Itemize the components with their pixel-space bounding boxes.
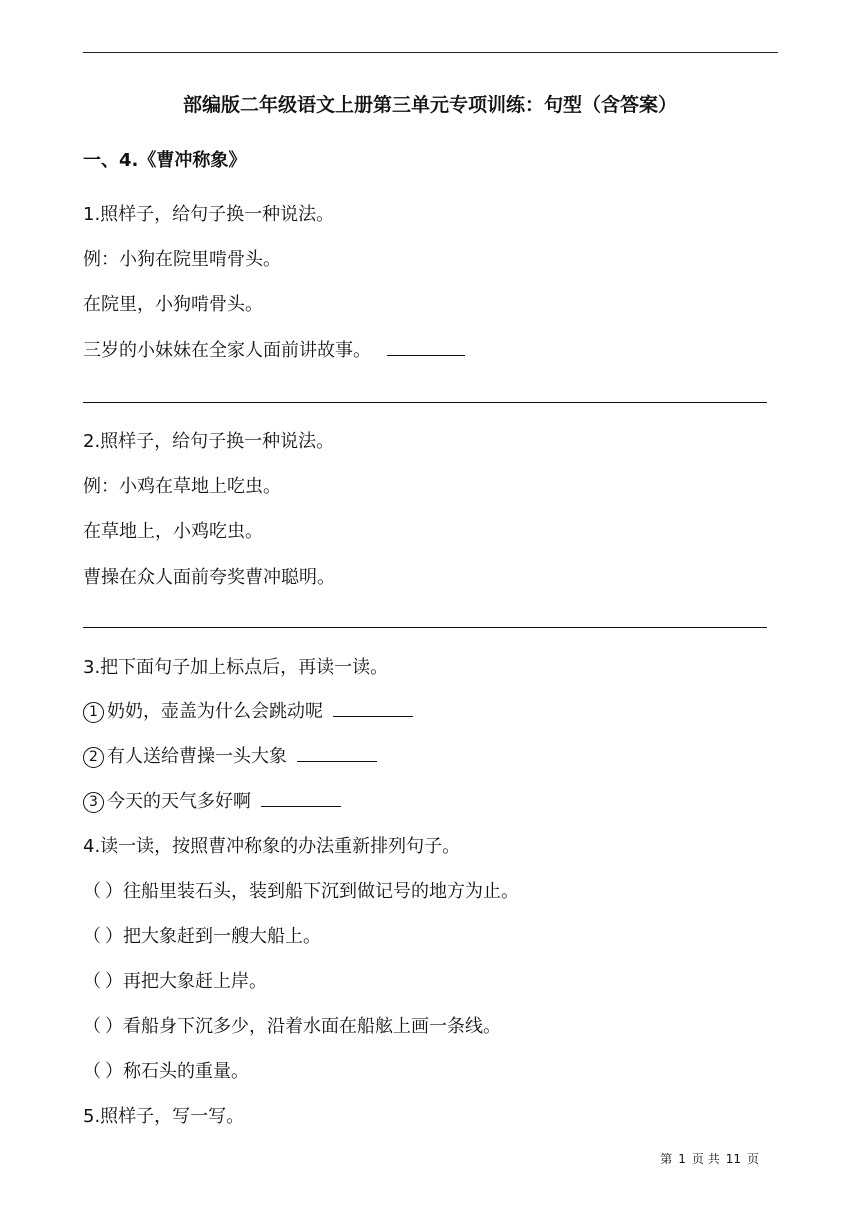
q3-item	[83, 697, 413, 723]
document-title: 部编版二年级语文上册第三单元专项训练：句型（含答案）	[182, 94, 677, 116]
q1-example: 例：小狗在院里啃骨头。	[83, 249, 281, 270]
q3-answer-blank[interactable]	[297, 743, 377, 762]
q1-answer-blank[interactable]	[387, 337, 465, 356]
q4-item	[83, 877, 519, 903]
page-footer: 第 1 页 共 11 页	[660, 1152, 759, 1166]
section-heading: 一、4.《曹冲称象》	[83, 150, 247, 171]
q2-example-answer: 在草地上，小鸡吃虫。	[83, 521, 263, 542]
q2-prompt: 2.照样子，给句子换一种说法。	[83, 431, 335, 452]
q3-item-text: 奶奶，壶盖为什么会跳动呢	[107, 701, 323, 722]
q4-item	[83, 967, 267, 993]
order-blank[interactable]: （ ）	[83, 926, 123, 947]
q2-task: 曹操在众人面前夸奖曹冲聪明。	[83, 567, 335, 588]
q4-item-text: 往船里装石头，装到船下沉到做记号的地方为止。	[123, 881, 519, 902]
q3-item-text: 今天的天气多好啊	[107, 791, 251, 812]
q4-item-text: 再把大象赶上岸。	[123, 971, 267, 992]
q3-item-text: 有人送给曹操一头大象	[107, 746, 287, 767]
order-blank[interactable]: （ ）	[83, 971, 123, 992]
circled-number: 3	[83, 792, 104, 813]
q3-prompt: 3.把下面句子加上标点后，再读一读。	[83, 657, 389, 678]
q1-example-answer: 在院里，小狗啃骨头。	[83, 294, 263, 315]
circled-number: 2	[83, 747, 104, 768]
q1-prompt: 1.照样子，给句子换一种说法。	[83, 204, 335, 225]
q1-task-line	[83, 336, 465, 362]
q1-answer-line[interactable]	[83, 402, 767, 403]
order-blank[interactable]: （ ）	[83, 1016, 123, 1037]
q1-task: 三岁的小妹妹在全家人面前讲故事。	[83, 340, 371, 361]
q3-answer-blank[interactable]	[333, 698, 413, 717]
q4-item	[83, 1012, 501, 1038]
q4-prompt: 4.读一读，按照曹冲称象的办法重新排列句子。	[83, 836, 461, 857]
q4-item-text: 看船身下沉多少，沿着水面在船舷上画一条线。	[123, 1016, 501, 1037]
order-blank[interactable]: （ ）	[83, 1061, 123, 1082]
q4-item	[83, 922, 321, 948]
q5-prompt: 5.照样子，写一写。	[83, 1106, 245, 1127]
q3-answer-blank[interactable]	[261, 788, 341, 807]
page-total: 11	[725, 1152, 741, 1166]
q2-answer-line[interactable]	[83, 627, 767, 628]
circled-number: 1	[83, 702, 104, 723]
header-rule	[83, 52, 778, 53]
q4-item-text: 称石头的重量。	[123, 1061, 249, 1082]
q2-example: 例：小鸡在草地上吃虫。	[83, 476, 281, 497]
page-number: 1	[678, 1152, 686, 1166]
order-blank[interactable]: （ ）	[83, 881, 123, 902]
q3-item	[83, 742, 377, 768]
q4-item-text: 把大象赶到一艘大船上。	[123, 926, 321, 947]
q4-item	[83, 1057, 249, 1083]
q3-item	[83, 787, 341, 813]
